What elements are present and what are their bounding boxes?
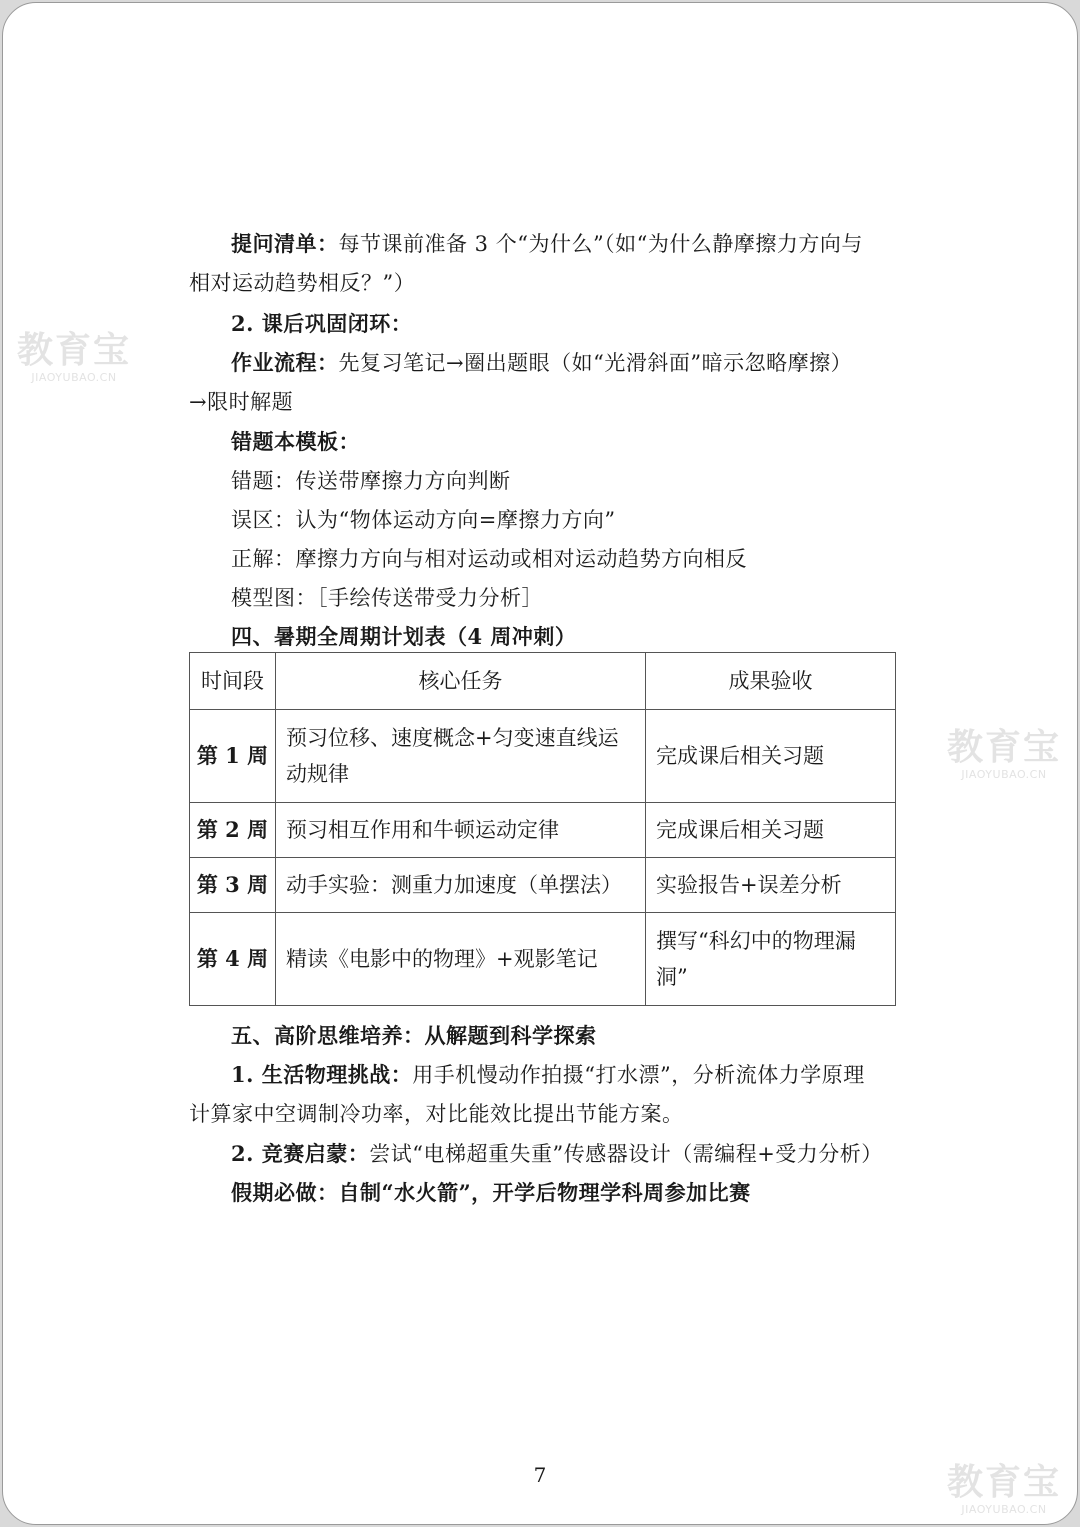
error-item: 正解：摩擦力方向与相对运动或相对运动趋势方向相反	[231, 547, 747, 571]
column-header: 成果验收	[646, 653, 896, 710]
result-cell: 完成课后相关习题	[646, 710, 896, 803]
watermark-brand: 教育宝	[947, 1462, 1062, 1503]
watermark-domain: JIAOYUBAO.CN	[961, 768, 1047, 781]
table-row	[190, 803, 896, 858]
plan-table	[189, 652, 896, 1006]
challenge-label: 1. 生活物理挑战：	[231, 1062, 413, 1087]
workflow-line2: →限时解题	[189, 390, 294, 414]
result-cell: 实验报告+误差分析	[646, 858, 896, 913]
plan-heading: 四、暑期全周期计划表（4 周冲刺）	[231, 624, 577, 649]
page-number: 7	[533, 1463, 547, 1487]
competition-line	[231, 1139, 883, 1169]
task-cell: 精读《电影中的物理》+观影笔记	[276, 913, 646, 1006]
week-cell: 第 2 周	[190, 803, 276, 858]
column-header: 时间段	[190, 653, 276, 710]
question-list-text: 每节课前准备 3 个“为什么”（如“为什么静摩擦力方向与	[338, 232, 863, 256]
competition-text: 尝试“电梯超重失重”传感器设计（需编程+受力分析）	[369, 1142, 883, 1166]
watermark-left	[17, 330, 132, 384]
consolidation-heading: 2. 课后巩固闭环：	[231, 311, 413, 336]
question-list-label: 提问清单：	[231, 231, 339, 256]
question-list-line2: 相对运动趋势相反？”）	[189, 271, 416, 295]
challenge-text: 用手机慢动作拍摄“打水漂”，分析流体力学原理	[412, 1063, 865, 1087]
error-item: 误区：认为“物体运动方向=摩擦力方向”	[231, 508, 616, 532]
week-cell: 第 4 周	[190, 913, 276, 1006]
error-item: 模型图：［手绘传送带受力分析］	[231, 586, 543, 610]
watermark-domain: JIAOYUBAO.CN	[31, 371, 117, 384]
workflow-text: 先复习笔记→圈出题眼（如“光滑斜面”暗示忽略摩擦）	[338, 351, 853, 375]
document-page	[2, 2, 1078, 1525]
error-template-heading: 错题本模板：	[231, 429, 360, 454]
result-cell: 完成课后相关习题	[646, 803, 896, 858]
watermark-right	[947, 727, 1062, 781]
column-header: 核心任务	[276, 653, 646, 710]
must-do-line: 假期必做：自制“水火箭”，开学后物理学科周参加比赛	[231, 1180, 751, 1205]
week-cell: 第 1 周	[190, 710, 276, 803]
challenge-line2: 计算家中空调制冷功率，对比能效比提出节能方案。	[189, 1102, 684, 1126]
workflow-label: 作业流程：	[231, 350, 339, 375]
watermark-brand: 教育宝	[17, 330, 132, 371]
error-item: 错题：传送带摩擦力方向判断	[231, 469, 511, 493]
table-row	[190, 913, 896, 1006]
task-cell: 动手实验：测重力加速度（单摆法）	[276, 858, 646, 913]
result-cell: 撰写“科幻中的物理漏洞”	[646, 913, 896, 1006]
task-cell: 预习相互作用和牛顿运动定律	[276, 803, 646, 858]
watermark-domain: JIAOYUBAO.CN	[961, 1503, 1047, 1516]
table-header-row	[190, 653, 896, 710]
table-row	[190, 858, 896, 913]
table-row	[190, 710, 896, 803]
workflow-line1	[231, 348, 852, 378]
challenge-line1	[231, 1060, 865, 1090]
higher-order-heading: 五、高阶思维培养：从解题到科学探索	[231, 1023, 597, 1048]
watermark-brand: 教育宝	[947, 727, 1062, 768]
question-list-line1	[231, 229, 863, 259]
week-cell: 第 3 周	[190, 858, 276, 913]
task-cell: 预习位移、速度概念+匀变速直线运动规律	[276, 710, 646, 803]
competition-label: 2. 竞赛启蒙：	[231, 1141, 370, 1166]
